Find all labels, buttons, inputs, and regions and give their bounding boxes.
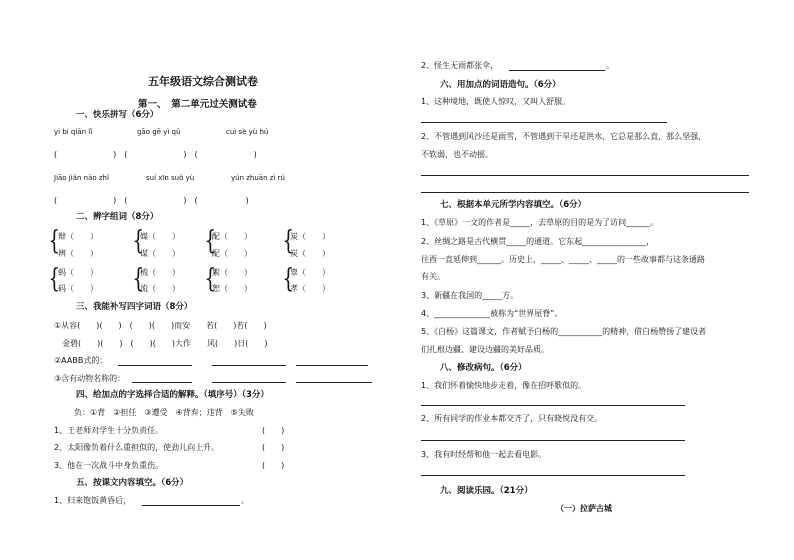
section-7-heading: 七、根据本单元所学内容填空。（6分） (440, 200, 587, 210)
idiom-row-1[interactable]: ①从容( )( ) ( )( )而安 若( )若( ) (54, 321, 267, 330)
word-pair-5a[interactable]: 蚂（ ） (58, 268, 98, 277)
paper-subtitle: 第一、 第二单元过关测试卷 (138, 99, 257, 110)
question-5-2: 2、怪生无雨都张伞， (421, 61, 499, 70)
question-4-3: 3、他在一次战斗中身负重伤。 (54, 461, 164, 470)
brace-icon: { (282, 264, 295, 294)
brace-icon: { (48, 226, 61, 256)
brace-icon: { (282, 226, 295, 256)
brace-icon: { (132, 226, 145, 256)
word-pair-5b[interactable]: 码（ ） (58, 284, 98, 293)
word-pair-3a[interactable]: 配（ ） (212, 232, 252, 241)
question-4-2: 2、太阳像负着什么重担似的，使劲儿向上升。 (54, 443, 220, 452)
answer-4-3[interactable]: ( ) (262, 461, 285, 470)
brace-icon: { (48, 264, 61, 294)
answer-line[interactable] (132, 382, 192, 383)
answer-line[interactable] (296, 382, 372, 383)
question-4-1: 1、王老师对学生十分负责任。 (54, 426, 164, 435)
fill-7-2[interactable]: 2、丝绸之路是古代横贯_____的通道。它东起________________， (421, 237, 655, 246)
answer-line[interactable] (212, 365, 286, 366)
section-8-heading: 八、修改病句。（6分） (440, 363, 527, 373)
answer-parens-row-1[interactable]: ( ) ( ) ( ) (54, 150, 257, 159)
answer-line[interactable] (421, 192, 749, 193)
answer-line[interactable] (212, 382, 286, 383)
word-pair-1a[interactable]: 辩（ ） (58, 232, 98, 241)
fill-7-5[interactable]: 3、新疆在我国的_____方。 (421, 291, 519, 300)
word-pair-4b[interactable]: 炭（ ） (290, 249, 330, 258)
answer-line[interactable] (421, 440, 685, 441)
answer-line[interactable] (421, 122, 667, 123)
answer-parens-row-2[interactable]: ( ) ( ) ( ) (54, 196, 249, 205)
question-5-2-end: 。 (606, 61, 614, 70)
fill-7-1[interactable]: 1、《草原》一文的作者是_____，去草原的目的是为了访问______。 (421, 218, 659, 227)
aabb-label: ②AABB式的： (54, 356, 108, 365)
paper-title: 五年级语文综合测试卷 (148, 75, 258, 88)
answer-line[interactable] (421, 175, 749, 176)
question-8-2: 2、所有同学的作业本都交齐了，只有晓悦没有交。 (421, 414, 603, 423)
answer-line[interactable] (421, 475, 685, 476)
section-6-heading: 六、用加点的词语造句。（6分） (440, 80, 561, 90)
brace-icon: { (204, 226, 217, 256)
pinyin-1a: yi bi qiān lǐ (54, 128, 93, 136)
section-5-heading: 五、按课文内容填空。（6分） (76, 478, 189, 488)
word-pair-2b[interactable]: 谋（ ） (140, 249, 180, 258)
word-pair-7a[interactable]: 絮（ ） (212, 268, 252, 277)
fill-7-3[interactable]: 往西一直延伸到______。历史上，_____、_____、_____的一些故事都与这条通路 (421, 255, 705, 264)
question-5-1-end: 。 (241, 496, 249, 505)
pinyin-1c: cuì sè yù hú (226, 128, 269, 136)
pinyin-2b: suí xīn suǒ yù (146, 174, 195, 182)
answer-line[interactable] (142, 505, 240, 506)
question-6-2b: 不软弱，也不动摇。 (421, 150, 493, 159)
question-5-1: 1、归来饱饭黄昏后， (54, 496, 132, 505)
brace-icon: { (204, 264, 217, 294)
section-9-heading: 九、阅读乐园。（21分） (440, 486, 533, 496)
brace-icon: { (132, 264, 145, 294)
word-pair-8b[interactable]: 孝（ ） (290, 284, 330, 293)
idiom-row-2[interactable]: 金碧( )( ) ( )( )大作 风( )日( ) (54, 339, 268, 348)
question-6-2a: 2、不管遇到风沙还是雨雪，不管遇到干旱还是洪水，它总是那么直，那么坚强， (421, 132, 707, 141)
answer-line[interactable] (118, 365, 192, 366)
question-8-1: 1、我们怀着愉快地步走着，像在招呼歌似的。 (421, 381, 587, 390)
section-1-heading: 一、快乐拼写（6分） (76, 110, 159, 120)
pinyin-1b: gāo gē yì qǔ (137, 128, 181, 136)
section-2-heading: 二、辨字组词（8分） (76, 212, 159, 222)
fill-7-6[interactable]: 4、______________被称为“世界屋脊”。 (421, 309, 563, 318)
fill-7-4: 有关。 (421, 272, 445, 281)
fill-7-8: 们扎根边疆、建设边疆的美好品质。 (421, 345, 549, 354)
word-pair-3b[interactable]: 配（ ） (212, 249, 252, 258)
question-8-3: 3、我有时经帮和他一起去看电影。 (421, 450, 547, 459)
pinyin-2a: Jiāo jiǎn nāo zhǐ (54, 174, 109, 182)
word-pair-6a[interactable]: 梳（ ） (140, 268, 180, 277)
answer-4-2[interactable]: ( ) (262, 443, 285, 452)
word-pair-2a[interactable]: 媒（ ） (140, 232, 180, 241)
definition-options: 负：①背 ②担任 ③遭受 ④背弃；违背 ⑤失败 (74, 408, 254, 417)
word-pair-7b[interactable]: 恕（ ） (212, 284, 252, 293)
answer-line[interactable] (421, 405, 685, 406)
answer-line[interactable] (296, 365, 368, 366)
question-6-1: 1、这种境地，既使人惊叹，又叫人舒服。 (421, 97, 571, 106)
pinyin-2c: yún zhuān zì rú (231, 174, 285, 182)
word-pair-8a[interactable]: 辜（ ） (290, 268, 330, 277)
answer-4-1[interactable]: ( ) (262, 426, 285, 435)
fill-7-7[interactable]: 5、《白杨》这篇课文，作者赋予白杨的___________的精神，借白杨赞扬了建设者 (421, 327, 707, 336)
word-pair-1b[interactable]: 辨（ ） (58, 249, 98, 258)
answer-line[interactable] (509, 70, 605, 71)
reading-subtitle: （一）拉萨古城 (556, 504, 612, 513)
animal-label: ③含有动物名称的： (54, 374, 126, 383)
word-pair-6b[interactable]: 流（ ） (140, 284, 180, 293)
section-3-heading: 三、我能补写四字词语（8分） (76, 302, 193, 312)
section-4-heading: 四、给加点的字选择合适的解释。（填序号）（3分） (76, 390, 269, 400)
word-pair-4a[interactable]: 炭（ ） (290, 232, 330, 241)
